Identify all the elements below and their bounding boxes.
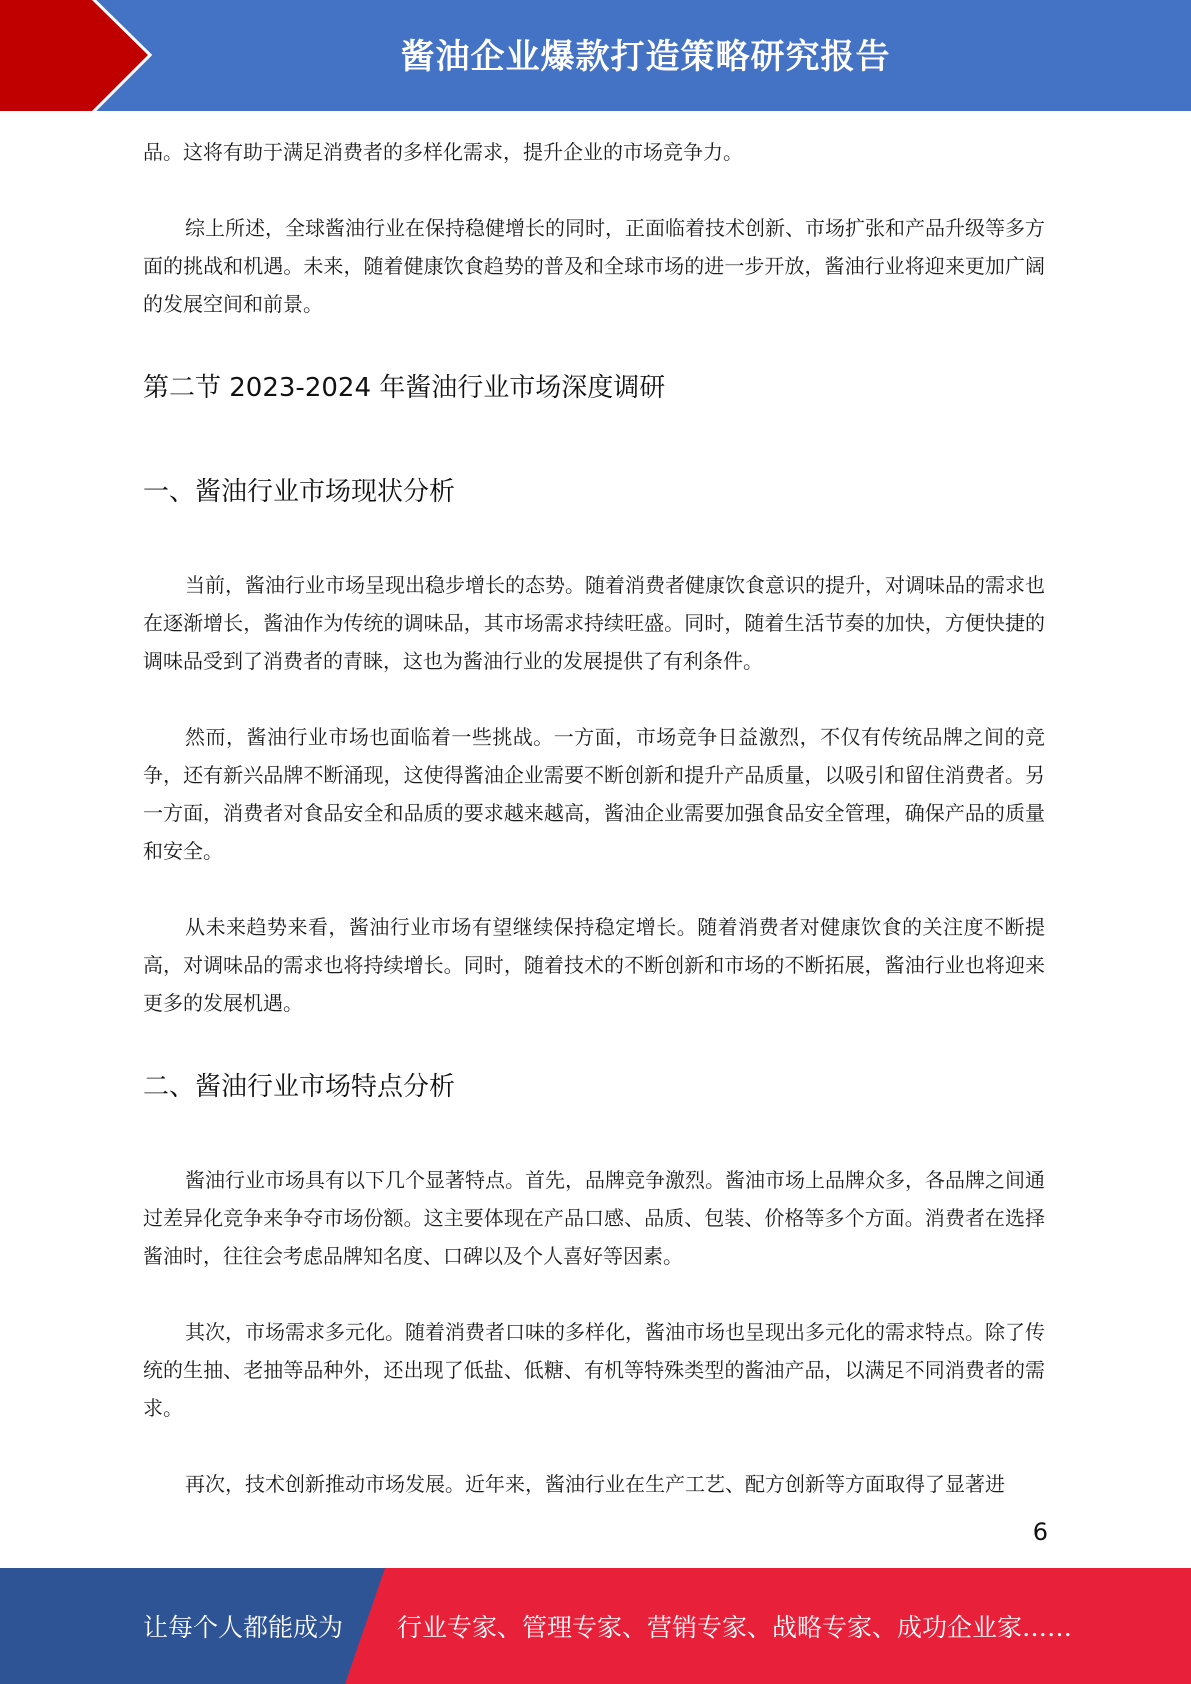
footer-slogan-left: 让每个人都能成为 [143,1613,344,1642]
paragraph-features-3: 再次，技术创新推动市场发展。近年来，酱油行业在生产工艺、配方创新等方面取得了显著进 [185,1472,1005,1496]
paragraph-features-1: 酱油行业市场具有以下几个显著特点。首先，品牌竞争激烈。酱油市场上品牌众多，各品牌之间通过差异化竞争来争夺市场份额。这主要体现在产品口感、品质、包装、价格等多个方面。消费者在选择酱油时，往往会考虑品牌知名度、口碑以及个人喜好等因素。 [143,1168,1045,1268]
paragraph-features-2: 其次，市场需求多元化。随着消费者口味的多样化，酱油市场也呈现出多元化的需求特点。除了传统的生抽、老抽等品种外，还出现了低盐、低糖、有机等特殊类型的酱油产品，以满足不同消费者的需求。 [143,1320,1045,1420]
paragraph-status-1: 当前，酱油行业市场呈现出稳步增长的态势。随着消费者健康饮食意识的提升，对调味品的需求也在逐渐增长，酱油作为传统的调味品，其市场需求持续旺盛。同时，随着生活节奏的加快，方便快捷的调味品受到了消费者的青睐，这也为酱油行业的发展提供了有利条件。 [143,573,1045,673]
page-number: 6 [1032,1518,1048,1546]
report-title: 酱油企业爆款打造策略研究报告 [400,36,891,77]
footer-slogan-right: 行业专家、管理专家、营销专家、战略专家、成功企业家…… [397,1613,1073,1642]
footer-banner [0,1568,1191,1684]
header-banner [0,0,1191,111]
paragraph-continuation: 品。这将有助于满足消费者的多样化需求，提升企业的市场竞争力。 [143,140,743,164]
paragraph-status-2: 然而，酱油行业市场也面临着一些挑战。一方面，市场竞争日益激烈，不仅有传统品牌之间的竞争，还有新兴品牌不断涌现，这使得酱油企业需要不断创新和提升产品质量，以吸引和留住消费者。另一方面，消费者对食品安全和品质的要求越来越高，酱油企业需要加强食品安全管理，确保产品的质量和安全。 [143,725,1045,863]
paragraph-status-3: 从未来趋势来看，酱油行业市场有望继续保持稳定增长。随着消费者对健康饮食的关注度不断提高，对调味品的需求也将持续增长。同时，随着技术的不断创新和市场的不断拓展，酱油行业也将迎来更多的发展机遇。 [143,915,1045,1015]
subsection-heading-features: 二、酱油行业市场特点分析 [143,1072,456,1102]
section-heading: 第二节 2023-2024 年酱油行业市场深度调研 [143,373,666,403]
subsection-heading-status: 一、酱油行业市场现状分析 [143,477,456,507]
paragraph-summary: 综上所述，全球酱油行业在保持稳健增长的同时，正面临着技术创新、市场扩张和产品升级等多方面的挑战和机遇。未来，随着健康饮食趋势的普及和全球市场的进一步开放，酱油行业将迎来更加广阔的发展空间和前景。 [143,216,1045,316]
